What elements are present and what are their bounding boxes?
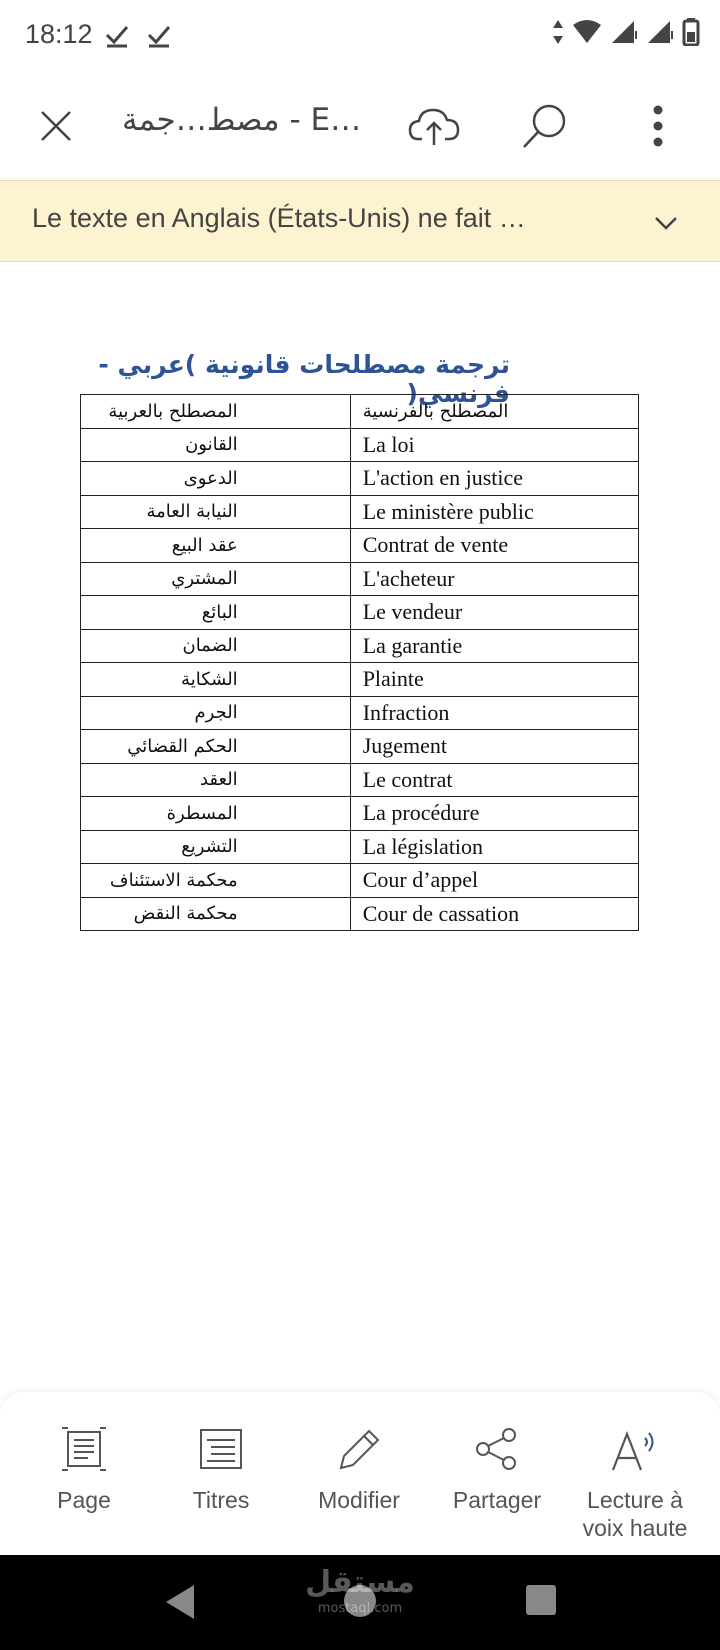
header-french-label: المصطلح بالفرنسية <box>362 400 509 422</box>
more-options-button[interactable] <box>630 98 686 154</box>
titles-label: Titres <box>192 1487 250 1513</box>
battery-icon <box>682 18 700 46</box>
arabic-term: القانون <box>185 434 238 456</box>
arabic-term-cell <box>81 864 351 898</box>
table-row <box>81 730 639 764</box>
arabic-term-cell <box>81 830 351 864</box>
arabic-term-cell <box>81 596 351 630</box>
edit-button[interactable] <box>293 1426 425 1514</box>
table-row <box>81 562 639 596</box>
arabic-term: الضمان <box>182 635 238 657</box>
table-row <box>81 797 639 831</box>
french-term-cell: L'acheteur <box>350 562 638 596</box>
document-heading: ترجمة مصطلحات قانونية )عربي - فرنسي( <box>98 350 510 408</box>
arabic-term: المسطرة <box>166 802 238 824</box>
titles-button[interactable] <box>155 1426 287 1514</box>
french-term-cell: La loi <box>350 428 638 462</box>
page-label: Page <box>57 1487 111 1513</box>
french-term-cell: Le contrat <box>350 763 638 797</box>
arabic-term-cell <box>81 462 351 496</box>
arabic-term-cell <box>81 629 351 663</box>
status-time: 18:12 <box>25 19 93 49</box>
document-page[interactable] <box>0 262 720 1392</box>
page-view-icon <box>60 1426 108 1472</box>
data-arrows-icon <box>552 18 564 46</box>
table-row <box>81 696 639 730</box>
share-label: Partager <box>452 1487 542 1513</box>
arabic-term-cell <box>81 663 351 697</box>
table-row <box>81 864 639 898</box>
header-arabic-label: المصطلح بالعربية <box>108 400 238 422</box>
arabic-term: الدعوى <box>183 467 238 489</box>
terms-table <box>80 394 639 931</box>
table-row <box>81 629 639 663</box>
arabic-term: الجرم <box>194 702 238 724</box>
arabic-term-cell <box>81 730 351 764</box>
arabic-term: العقد <box>199 769 238 791</box>
arabic-term-cell <box>81 529 351 563</box>
french-term-cell: La procédure <box>350 797 638 831</box>
header-french-cell <box>350 395 638 429</box>
table-header-row <box>81 395 639 429</box>
arabic-term-cell <box>81 797 351 831</box>
arabic-term: الشكاية <box>181 668 238 690</box>
table-row <box>81 462 639 496</box>
close-button[interactable] <box>28 98 84 154</box>
arabic-term: الحكم القضائي <box>127 735 238 757</box>
french-term-cell: La garantie <box>350 629 638 663</box>
table-row <box>81 897 639 931</box>
french-term-cell: La législation <box>350 830 638 864</box>
edit-label: Modifier <box>318 1487 400 1513</box>
arabic-term: محكمة النقض <box>133 903 238 925</box>
status-bar <box>0 0 720 72</box>
document-title[interactable]: مصط…جمة - E… <box>122 102 362 138</box>
arabic-term: محكمة الاستئناف <box>109 869 238 891</box>
table-row <box>81 830 639 864</box>
close-icon <box>39 109 73 143</box>
signal-icon <box>610 19 638 45</box>
check-icon <box>104 22 130 48</box>
search-button[interactable] <box>517 98 573 154</box>
table-row <box>81 428 639 462</box>
french-term-cell: Infraction <box>350 696 638 730</box>
arabic-term-cell <box>81 428 351 462</box>
read-aloud-icon <box>609 1426 661 1472</box>
pencil-icon <box>335 1426 383 1472</box>
french-term-cell: Plainte <box>350 663 638 697</box>
app-bar <box>0 72 720 180</box>
chevron-down-icon[interactable] <box>648 205 684 241</box>
arabic-term: المشتري <box>171 568 238 590</box>
table-row <box>81 529 639 563</box>
share-icon <box>473 1426 521 1472</box>
watermark-url: mostaql.com <box>317 1601 403 1616</box>
upload-button[interactable] <box>406 98 462 154</box>
read-aloud-button[interactable] <box>569 1426 701 1542</box>
banner-message: Le texte en Anglais (États-Unis) ne fait … <box>32 203 526 233</box>
french-term-cell: Cour de cassation <box>350 897 638 931</box>
arabic-term-cell <box>81 696 351 730</box>
arabic-term-cell <box>81 495 351 529</box>
arabic-term-cell <box>81 897 351 931</box>
search-icon <box>521 102 569 150</box>
watermark-logo: مستقل <box>305 1565 415 1600</box>
titles-list-icon <box>197 1426 245 1472</box>
bottom-toolbar <box>0 1392 720 1555</box>
arabic-term: التشريع <box>181 836 238 858</box>
share-button[interactable] <box>431 1426 563 1514</box>
french-term-cell: Cour d’appel <box>350 864 638 898</box>
table-row <box>81 495 639 529</box>
language-banner[interactable] <box>0 180 720 262</box>
arabic-term-cell <box>81 763 351 797</box>
arabic-term-cell <box>81 562 351 596</box>
table-row <box>81 596 639 630</box>
arabic-term: النيابة العامة <box>146 501 238 523</box>
french-term-cell: Contrat de vente <box>350 529 638 563</box>
arabic-term: عقد البيع <box>171 534 238 556</box>
arabic-term: البائع <box>201 601 238 623</box>
header-arabic-cell <box>81 395 351 429</box>
signal-icon <box>646 19 674 45</box>
page-button[interactable] <box>18 1426 150 1514</box>
check-icon <box>146 22 172 48</box>
cloud-upload-icon <box>408 105 460 147</box>
french-term-cell: Jugement <box>350 730 638 764</box>
french-term-cell: Le ministère public <box>350 495 638 529</box>
more-vertical-icon <box>652 105 664 147</box>
wifi-icon <box>572 19 602 45</box>
read-aloud-label: Lecture à voix haute <box>582 1487 688 1541</box>
french-term-cell: L'action en justice <box>350 462 638 496</box>
table-row <box>81 763 639 797</box>
french-term-cell: Le vendeur <box>350 596 638 630</box>
table-row <box>81 663 639 697</box>
